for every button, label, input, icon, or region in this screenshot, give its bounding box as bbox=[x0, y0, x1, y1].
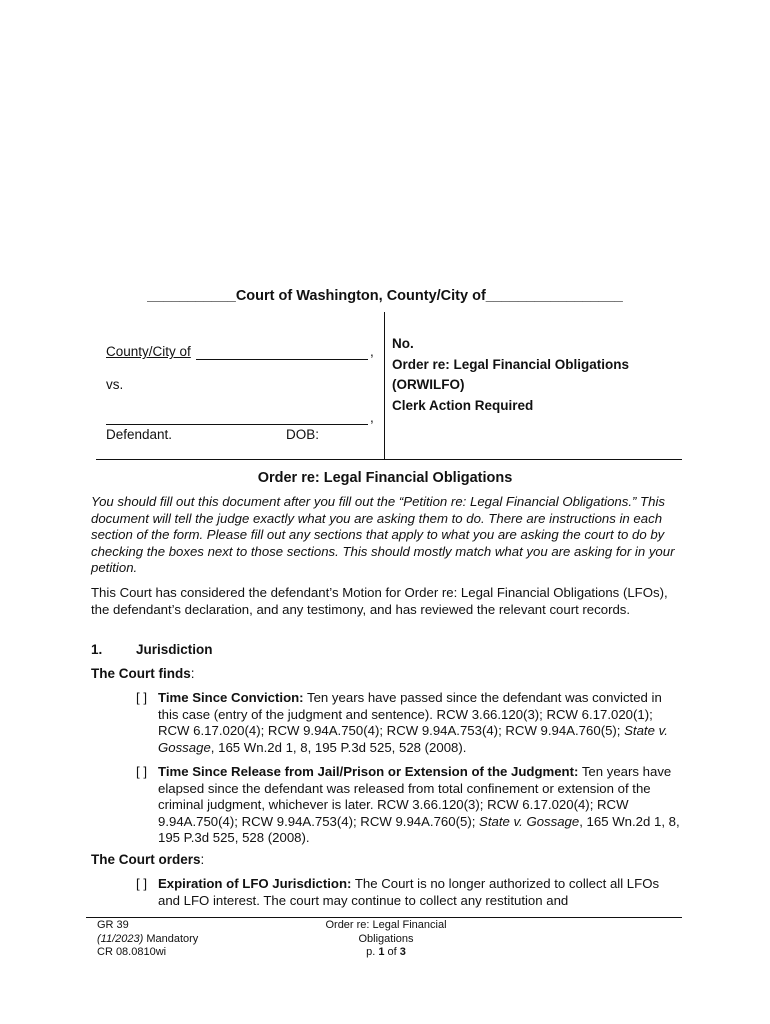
court-orders bbox=[91, 852, 204, 867]
clerk-action: Clerk Action Required bbox=[392, 397, 534, 413]
footer-title-2: Obligations bbox=[358, 932, 414, 945]
item-title: Time Since Release from Jail/Prison or Extension of the Judgment: bbox=[158, 764, 579, 779]
order-code: (ORWILFO) bbox=[392, 377, 465, 392]
page-of: of bbox=[384, 946, 400, 958]
checkbox-time-since-conviction[interactable] bbox=[136, 690, 681, 756]
checkbox-time-since-release[interactable] bbox=[136, 764, 681, 847]
court-finds-label: The Court finds bbox=[91, 666, 191, 681]
item-title: Expiration of LFO Jurisdiction: bbox=[158, 876, 352, 891]
considered-paragraph: This Court has considered the defendant’s Motion for Order re: Legal Financial Obligations (LFOs), the defendant’s declaration, and any testimony, and has reviewed the relevant court records. bbox=[91, 585, 668, 617]
dob-label: DOB: bbox=[286, 427, 320, 442]
checkbox-expiration-lfo-jurisdiction[interactable] bbox=[136, 876, 681, 909]
case-cite: , 165 Wn.2d 1, 8, 195 P.3d 525, 528 (2008). bbox=[210, 739, 467, 755]
comma: , bbox=[370, 344, 374, 359]
court-orders-colon: : bbox=[200, 852, 205, 867]
page-total: 3 bbox=[399, 946, 406, 958]
section-title: Jurisdiction bbox=[136, 642, 213, 657]
mandatory: Mandatory bbox=[143, 932, 199, 945]
section-number: 1. bbox=[91, 642, 103, 657]
page-prefix: p. bbox=[366, 946, 379, 958]
county-blank bbox=[196, 359, 368, 360]
footer-title-1: Order re: Legal Financial bbox=[325, 919, 447, 931]
checkbox-icon[interactable]: [ ] bbox=[136, 876, 147, 891]
caption-divider bbox=[384, 312, 385, 460]
court-finds-colon: : bbox=[190, 666, 195, 681]
county-line bbox=[106, 344, 374, 361]
footer-center bbox=[286, 919, 486, 960]
court-finds bbox=[91, 666, 195, 681]
checkbox-icon[interactable]: [ ] bbox=[136, 764, 147, 779]
item-text bbox=[158, 764, 681, 847]
caption-right bbox=[392, 334, 629, 416]
court-orders-label: The Court orders bbox=[91, 852, 201, 867]
item-text bbox=[158, 876, 681, 909]
case-name: State v. Gossage bbox=[158, 723, 668, 755]
item-body: Ten years have passed since the defendant was convicted in this case (entry of the judgment and sentence). RCW 3.66.120(3); RCW 6.17.020(1); RCW 6.17.020(4); RCW 9.94A.750(4); RCW 9.94A.753(4); RCW 9.94A.760(5); bbox=[158, 690, 662, 739]
checkbox-icon[interactable]: [ ] bbox=[136, 690, 147, 705]
instructions: You should fill out this document after you fill out the “Petition re: Legal Financial Obligations.” This document will tell the judge exactly what you are asking them to do. There are instructions in each section of the form. Please fill out any sections that apply to what you are asking the court to do by checking the boxes next to those sections. This should mostly match what you are asking for in your petition. bbox=[91, 494, 675, 576]
item-text bbox=[158, 690, 681, 756]
form-date-line bbox=[97, 933, 198, 947]
defendant-blank bbox=[106, 424, 368, 425]
footer-rule bbox=[86, 917, 682, 918]
main-title: Order re: Legal Financial Obligations bbox=[257, 470, 513, 486]
caption-order-title: Order re: Legal Financial Obligations bbox=[392, 356, 630, 372]
page-number: 1 bbox=[378, 946, 385, 958]
vs-text: vs. bbox=[106, 377, 124, 392]
court-title: ___________Court of Washington, County/City of_________________ bbox=[147, 288, 623, 304]
case-number-label: No. bbox=[392, 336, 414, 351]
footer-left bbox=[97, 919, 198, 960]
defendant-label: Defendant. bbox=[106, 427, 173, 442]
item-title: Time Since Conviction: bbox=[158, 690, 304, 705]
form-id: GR 39 bbox=[97, 919, 129, 931]
comma: , bbox=[370, 410, 374, 425]
form-date: (11/2023) bbox=[97, 932, 144, 945]
caption-bottom-rule bbox=[96, 459, 682, 460]
page-indicator bbox=[286, 946, 486, 960]
county-label: County/City of bbox=[106, 344, 191, 359]
item-body: The Court is no longer authorized to collect all LFOs and LFO interest. The court may continue to collect any restitution and bbox=[158, 876, 660, 908]
cr-number: CR 08.0810wi bbox=[97, 946, 167, 958]
case-name: State v. Gossage bbox=[479, 813, 580, 829]
item-body: Ten years have elapsed since the defendant was released from total confinement or extension of the criminal judgment, whichever is later. RCW 3.66.120(3); RCW 6.17.020(4); RCW 9.94A.750(4); RCW 9.94A.753(4); RCW 9.94A.760(5); bbox=[158, 764, 672, 829]
case-cite: , 165 Wn.2d 1, 8, 195 P.3d 525, 528 (2008). bbox=[158, 813, 680, 846]
